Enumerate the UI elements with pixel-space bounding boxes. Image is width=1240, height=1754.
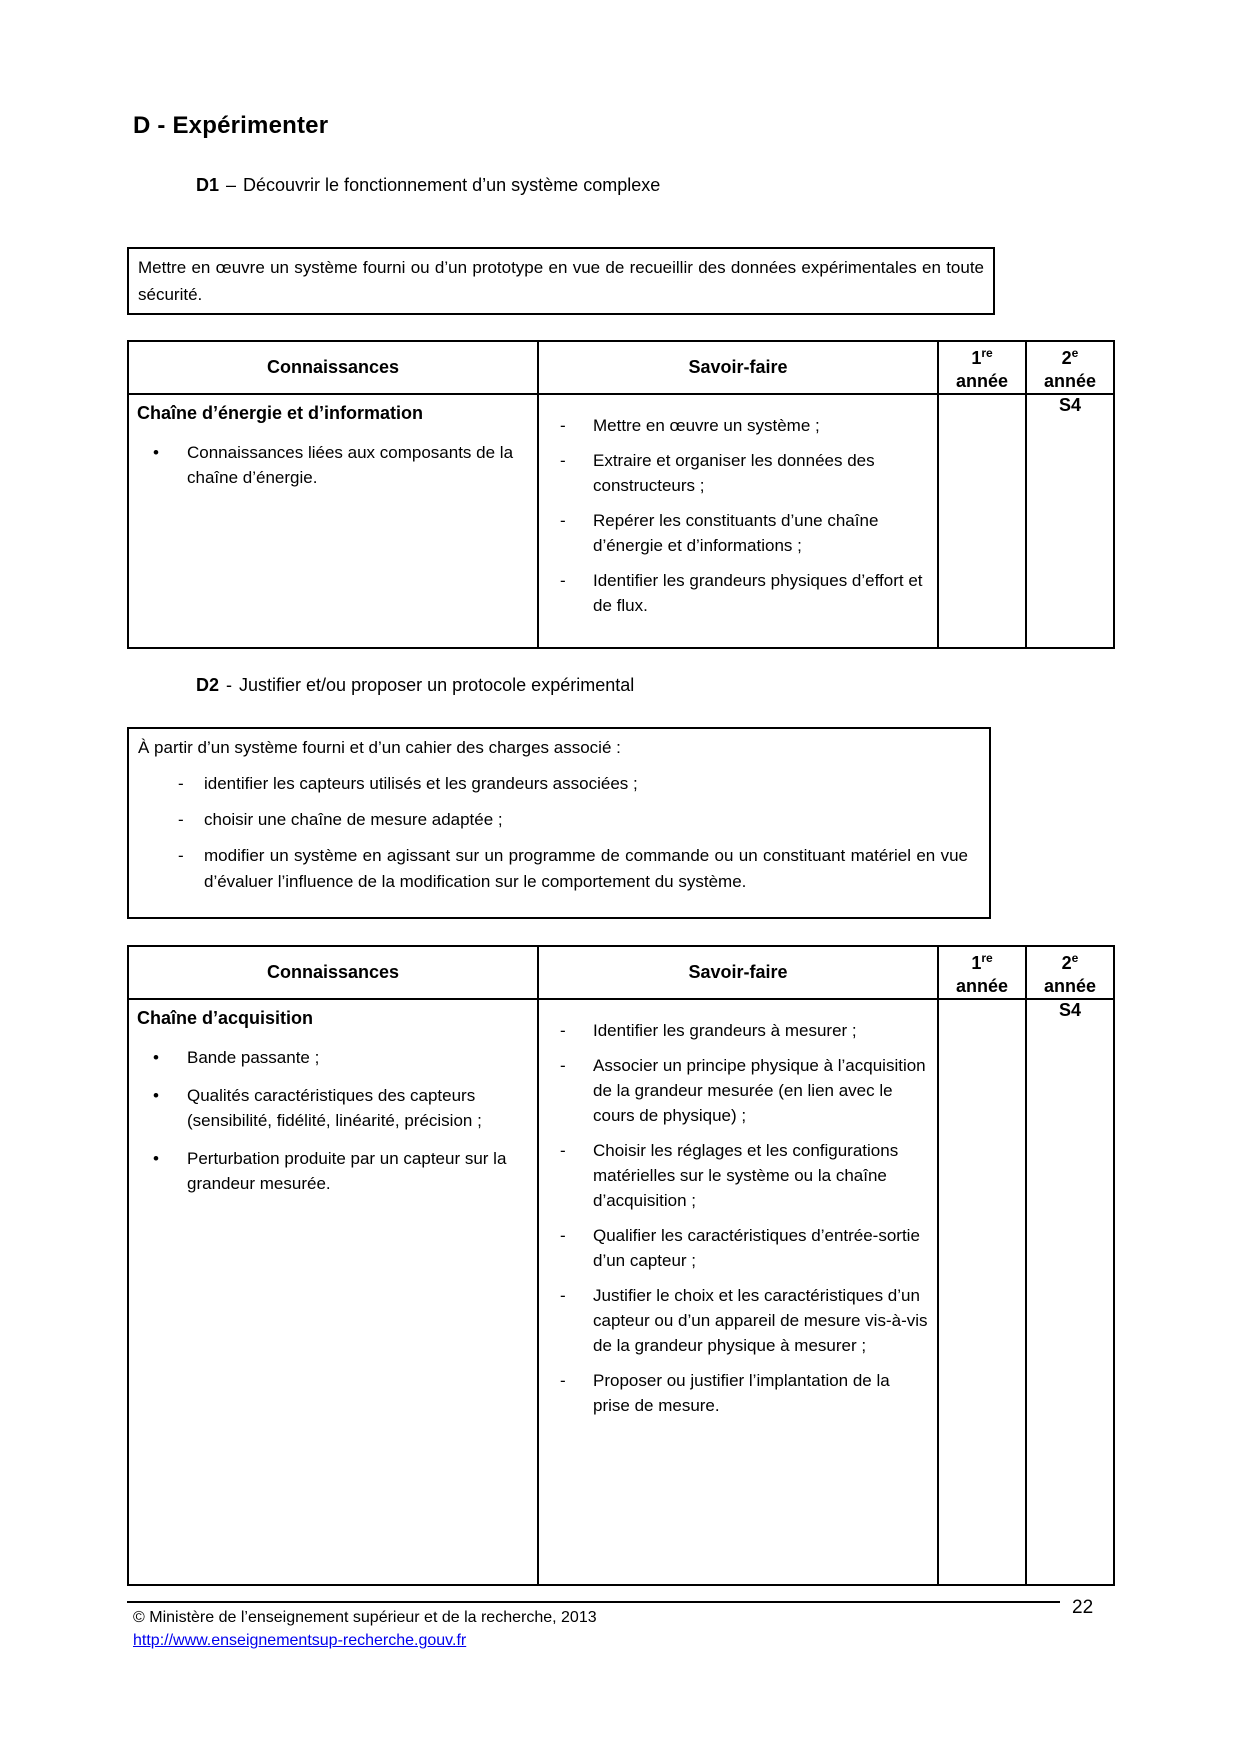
column-header-year1 <box>938 341 1026 394</box>
footer-copyright: © Ministère de l’enseignement supérieur et de la recherche, 2013 <box>133 1609 597 1626</box>
year2-ordinal-suffix: e <box>1071 346 1079 360</box>
column-header-year2 <box>1026 341 1114 394</box>
list-item: • Bande passante ; <box>137 1045 527 1070</box>
list-item: - Extraire et organiser les données des constructeurs ; <box>543 448 933 498</box>
list-item: - Repérer les constituants d’une chaîne d’énergie et d’informations ; <box>543 508 933 558</box>
connaissances-topic-title: Chaîne d’acquisition <box>137 1008 314 1028</box>
d1-intro-text: Mettre en œuvre un système fourni ou d’un prototype en vue de recueillir des données expérimentales en toute sécurité. <box>138 258 984 304</box>
section-d2-separator: - <box>226 675 233 695</box>
list-item: • Qualités caractéristiques des capteurs (sensibilité, fidélité, linéarité, précision ; <box>137 1083 527 1133</box>
section-d1-title: Découvrir le fonctionnement d’un système complexe <box>243 175 661 195</box>
year1-ordinal-suffix: re <box>981 346 993 360</box>
savoir-faire-dash-list <box>543 413 933 618</box>
column-header-connaissances: Connaissances <box>128 946 538 999</box>
section-d2-title: Justifier et/ou proposer un protocole expérimental <box>239 675 635 695</box>
d2-intro-lead: À partir d’un système fourni et d’un cahier des charges associé : <box>138 738 621 757</box>
d1-intro-box <box>127 247 995 315</box>
year2-number: 2 <box>1061 348 1072 368</box>
list-item: - modifier un système en agissant sur un programme de commande ou un constituant matériel en vue d’évaluer l’influence de la modification sur le comportement du système. <box>138 843 980 895</box>
year1-word: année <box>955 976 1009 996</box>
table-header-row <box>128 341 1114 394</box>
connaissances-topic-title: Chaîne d’énergie et d’information <box>137 403 424 423</box>
section-d2-code: D2 <box>196 675 220 695</box>
section-d1-code: D1 <box>196 175 220 195</box>
d1-connaissances-cell <box>128 394 538 648</box>
d1-year1-cell <box>938 394 1026 648</box>
list-item: - Qualifier les caractéristiques d’entrée-sortie d’un capteur ; <box>543 1223 933 1273</box>
year2-word: année <box>1043 371 1097 391</box>
d2-year2-cell: S4 <box>1026 999 1114 1585</box>
d2-connaissances-cell <box>128 999 538 1585</box>
year1-number: 1 <box>971 348 982 368</box>
section-heading-d2 <box>196 674 634 697</box>
list-item: - Justifier le choix et les caractéristiques d’un capteur ou d’un appareil de mesure vis-à-vis de la grandeur physique à mesurer ; <box>543 1283 933 1358</box>
d2-year1-cell <box>938 999 1026 1585</box>
year1-word: année <box>955 371 1009 391</box>
column-header-year2 <box>1026 946 1114 999</box>
list-item: - Identifier les grandeurs à mesurer ; <box>543 1018 933 1043</box>
savoir-faire-dash-list <box>543 1018 933 1418</box>
connaissances-bullet-list <box>137 1045 527 1196</box>
column-header-savoir-faire: Savoir-faire <box>538 946 938 999</box>
d2-skills-table <box>127 945 1115 1586</box>
table-body-row <box>128 999 1114 1585</box>
d2-intro-box <box>127 727 991 919</box>
list-item: - Identifier les grandeurs physiques d’effort et de flux. <box>543 568 933 618</box>
list-item: - Associer un principe physique à l’acquisition de la grandeur mesurée (en lien avec le cours de physique) ; <box>543 1053 933 1128</box>
section-d1-separator: – <box>226 175 237 195</box>
year2-number: 2 <box>1061 953 1072 973</box>
year1-number: 1 <box>971 953 982 973</box>
list-item: - Mettre en œuvre un système ; <box>543 413 933 438</box>
d1-year2-cell: S4 <box>1026 394 1114 648</box>
footer-divider <box>127 1601 1060 1603</box>
footer-link[interactable]: http://www.enseignementsup-recherche.gouv.fr <box>133 1632 467 1649</box>
d1-savoir-faire-cell <box>538 394 938 648</box>
table-header-row <box>128 946 1114 999</box>
list-item: • Perturbation produite par un capteur sur la grandeur mesurée. <box>137 1146 527 1196</box>
list-item: • Connaissances liées aux composants de la chaîne d’énergie. <box>137 440 527 490</box>
column-header-year1 <box>938 946 1026 999</box>
d2-savoir-faire-cell <box>538 999 938 1585</box>
year2-word: année <box>1043 976 1097 996</box>
section-heading-d1 <box>196 174 660 197</box>
list-item: - identifier les capteurs utilisés et les grandeurs associées ; <box>138 771 980 797</box>
d1-skills-table <box>127 340 1115 649</box>
list-item: - Proposer ou justifier l’implantation de la prise de mesure. <box>543 1368 933 1418</box>
d2-intro-dash-list <box>138 771 980 895</box>
page-title: D - Expérimenter <box>133 112 329 139</box>
year2-ordinal-suffix: e <box>1071 951 1079 965</box>
list-item: - Choisir les réglages et les configurations matérielles sur le système ou la chaîne d’acquisition ; <box>543 1138 933 1213</box>
column-header-connaissances: Connaissances <box>128 341 538 394</box>
table-body-row <box>128 394 1114 648</box>
connaissances-bullet-list <box>137 440 527 490</box>
column-header-savoir-faire: Savoir-faire <box>538 341 938 394</box>
list-item: - choisir une chaîne de mesure adaptée ; <box>138 807 980 833</box>
year1-ordinal-suffix: re <box>981 951 993 965</box>
page-number: 22 <box>1072 1597 1094 1618</box>
